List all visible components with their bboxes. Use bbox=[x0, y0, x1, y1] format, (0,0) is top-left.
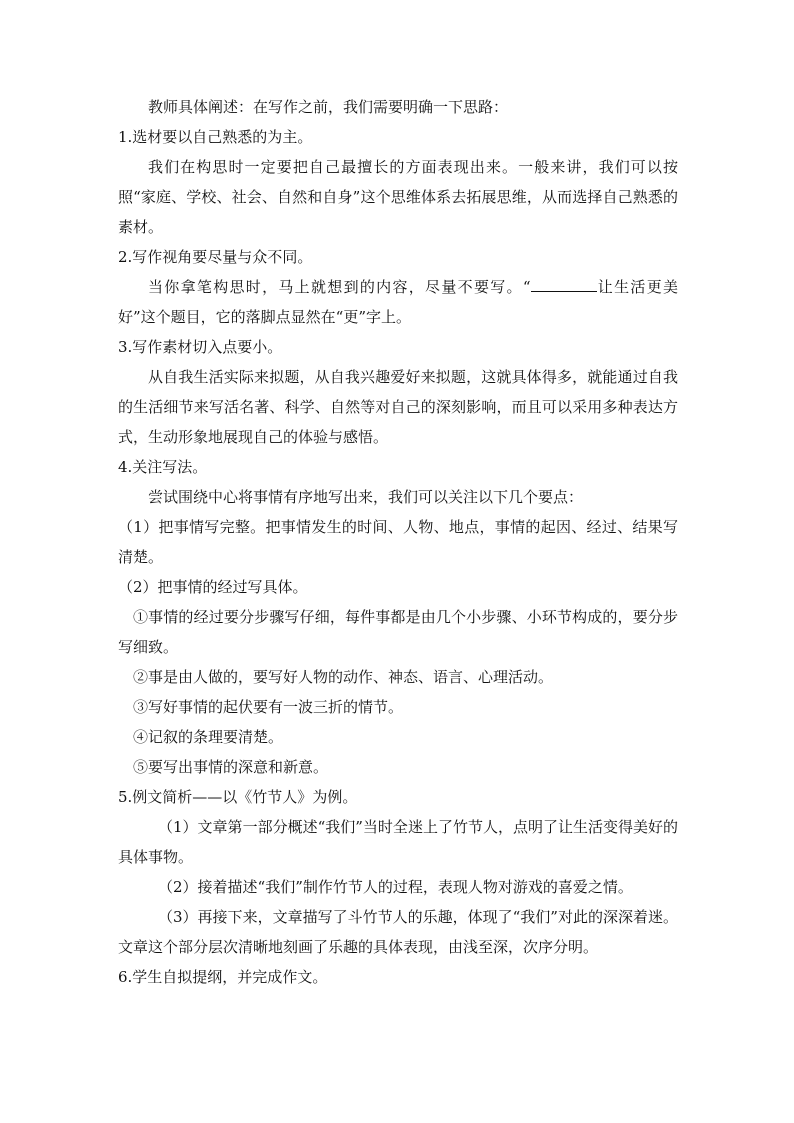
section-5-point-2: （2）接着描述“我们”制作竹节人的过程，表现人物对游戏的喜爱之情。 bbox=[158, 878, 633, 896]
section-2-body-part-b: 让生活更美好”这个题目，它的落脚点显然在“更”字上。 bbox=[118, 278, 678, 326]
section-1-body: 我们在构思时一定要把自己最擅长的方面表现出来。一般来讲，我们可以按照“家庭、学校、社会、自然和自身”这个思维体系去拓展思维，从而选择自己熟悉的素材。 bbox=[118, 158, 678, 236]
section-5-point-3: （3）再接下来，文章描写了斗竹节人的乐趣，体现了“我们”对此的深深着迷。文章这个部分层次清晰地刻画了乐趣的具体表现，由浅至深，次序分明。 bbox=[118, 908, 678, 956]
section-4-detail-5: ⑤要写出事情的深意和新意。 bbox=[133, 758, 329, 776]
section-6-title: 6.学生自拟提纲，并完成作文。 bbox=[118, 968, 328, 986]
section-4-point-1: （1）把事情写完整。把事情发生的时间、人物、地点，事情的起因、经过、结果写清楚。 bbox=[118, 518, 678, 566]
section-4-detail-2: ②事是由人做的，要写好人物的动作、神态、语言、心理活动。 bbox=[133, 668, 554, 686]
section-4-detail-3: ③写好事情的起伏要有一波三折的情节。 bbox=[133, 698, 404, 716]
fill-in-blank bbox=[531, 275, 597, 292]
section-4-detail-1: ①事情的经过要分步骤写仔细，每件事都是由几个小步骤、小环节构成的，要分步写细致。 bbox=[118, 608, 678, 656]
section-2-title: 2.写作视角要尽量与众不同。 bbox=[118, 248, 313, 266]
section-5-title: 5.例文简析——以《竹节人》为例。 bbox=[118, 788, 358, 806]
section-4-body: 尝试围绕中心将事情有序地写出来，我们可以关注以下几个要点： bbox=[148, 488, 584, 506]
section-4-title: 4.关注写法。 bbox=[118, 458, 208, 476]
section-3-title: 3.写作素材切入点要小。 bbox=[118, 338, 283, 356]
section-4-detail-4: ④记叙的条理要清楚。 bbox=[133, 728, 284, 746]
section-4-point-2: （2）把事情的经过写具体。 bbox=[118, 578, 308, 596]
document-body bbox=[118, 92, 678, 992]
section-1-title: 1.选材要以自己熟悉的为主。 bbox=[118, 128, 313, 146]
intro-text: 教师具体阐述：在写作之前，我们需要明确一下思路： bbox=[148, 98, 509, 116]
section-2-body-part-a: 当你拿笔构思时，马上就想到的内容，尽量不要写。“ bbox=[148, 278, 531, 296]
section-2-body bbox=[118, 272, 678, 332]
section-5-point-1: （1）文章第一部分概述“我们”当时全迷上了竹节人，点明了让生活变得美好的具体事物。 bbox=[118, 818, 678, 866]
section-3-body: 从自我生活实际来拟题，从自我兴趣爱好来拟题，这就具体得多，就能通过自我的生活细节来写活名著、科学、自然等对自己的深刻影响，而且可以采用多种表达方式，生动形象地展现自己的体验与感悟。 bbox=[118, 368, 678, 446]
